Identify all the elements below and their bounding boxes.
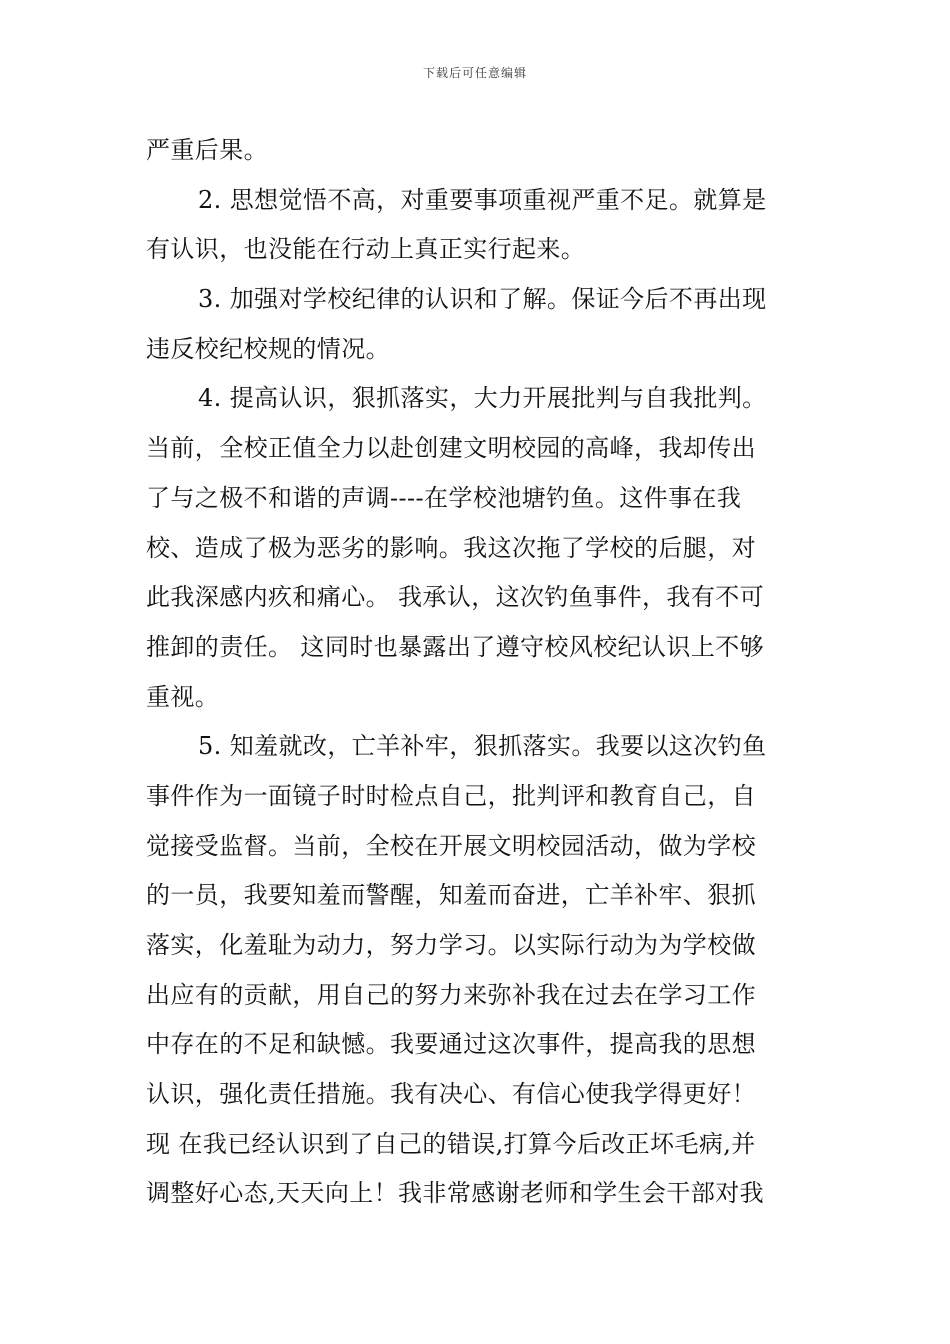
text-line: 的一员，我要知羞而警醒，知羞而奋进，亡羊补牢、狠抓 xyxy=(146,881,756,910)
text-line: 严重后果。 xyxy=(146,136,268,164)
document-body xyxy=(146,126,810,1219)
text-line: 重视。 xyxy=(146,682,220,711)
text-line: 出应有的贡献，用自己的努力来弥补我在过去在学习工作 xyxy=(146,980,756,1009)
text-line: 有认识，也没能在行动上真正实行起来。 xyxy=(146,235,586,264)
text-line: 4. 提高认识，狠抓落实，大力开展批判与自我批判。 xyxy=(198,384,767,413)
text-line: 校、造成了极为恶劣的影响。我这次拖了学校的后腿，对 xyxy=(146,533,756,562)
text-line: 现 在我已经认识到了自己的错误,打算今后改正坏毛病,并 xyxy=(146,1129,756,1158)
text-line: 落实，化羞耻为动力，努力学习。以实际行动为为学校做 xyxy=(146,931,756,959)
text-line: 认识，强化责任措施。我有决心、有信心使我学得更好！ xyxy=(146,1080,756,1109)
text-line: 中存在的不足和缺憾。我要通过这次事件，提高我的思想 xyxy=(146,1030,756,1059)
text-line: 觉接受监督。当前，全校在开展文明校园活动，做为学校 xyxy=(146,831,756,860)
text-line: 此我深感内疚和痛心。 我承认，这次钓鱼事件，我有不可 xyxy=(146,583,765,612)
text-line: 了与之极不和谐的声调----在学校池塘钓鱼。这件事在我 xyxy=(146,483,742,512)
text-line: 3. 加强对学校纪律的认识和了解。保证今后不再出现 xyxy=(198,285,767,314)
text-line: 违反校纪校规的情况。 xyxy=(146,334,390,363)
text-line: 当前，全校正值全力以赴创建文明校园的高峰，我却传出 xyxy=(146,434,756,463)
text-line: 2. 思想觉悟不高，对重要事项重视严重不足。就算是 xyxy=(198,185,767,214)
text-line: 事件作为一面镜子时时检点自己，批判评和教育自己，自 xyxy=(146,781,756,810)
text-line: 5. 知羞就改，亡羊补牢，狠抓落实。我要以这次钓鱼 xyxy=(198,732,767,761)
page-header: 下载后可任意编辑 xyxy=(422,66,527,80)
text-line: 调整好心态,天天向上！我非常感谢老师和学生会干部对我 xyxy=(146,1179,765,1208)
text-line: 推卸的责任。 这同时也暴露出了遵守校风校纪认识上不够 xyxy=(146,632,765,661)
